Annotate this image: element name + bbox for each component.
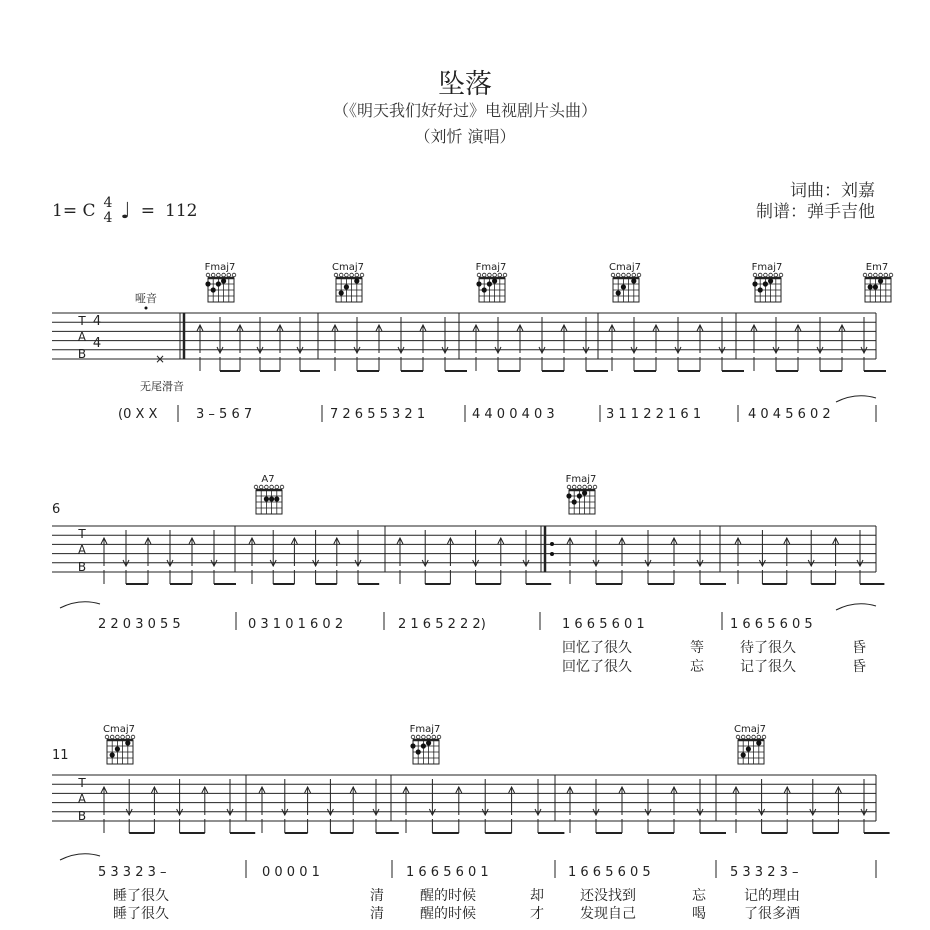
open-string-marker (611, 273, 615, 277)
open-string-marker (339, 273, 343, 277)
lyric-line-1: 醒的时候 (420, 888, 476, 904)
open-string-marker (736, 735, 740, 739)
chord-finger-dot (616, 290, 621, 295)
chord-name: Cmaj7 (332, 262, 364, 273)
chord-name: Cmaj7 (609, 262, 641, 273)
quarter-note-icon: ♩ (120, 198, 131, 224)
open-string-marker (567, 485, 571, 489)
open-string-marker (769, 273, 773, 277)
jianpu-notation: 4 0 4 5 6 0 2 (748, 407, 831, 422)
jianpu-notation: 7 2 6 5 5 3 2 1 (330, 407, 426, 422)
open-string-marker (774, 273, 778, 277)
open-string-marker (583, 485, 587, 489)
open-string-marker (280, 485, 284, 489)
lyric-line-2: 忘 (690, 659, 704, 675)
chord-name: Em7 (865, 262, 889, 273)
lyric-line-1: 却 (530, 888, 544, 904)
lyric-line-2: 才 (530, 906, 544, 922)
open-string-marker (632, 273, 636, 277)
open-string-marker (334, 273, 338, 277)
open-string-marker (498, 273, 502, 277)
lyric-line-1: 忘 (692, 888, 706, 904)
open-string-marker (360, 273, 364, 277)
open-string-marker (345, 273, 349, 277)
chord-finger-dot (768, 278, 773, 283)
jianpu-notation: 5 3 3 2 3 – (98, 865, 167, 880)
lyric-line-1: 待了很久 (740, 640, 796, 656)
chord-name: A7 (261, 474, 275, 485)
lyric-line-1: 清 (370, 888, 384, 904)
jianpu-notation: 1 6 6 5 6 0 5 (568, 865, 651, 880)
open-string-marker (211, 273, 215, 277)
chord-finger-dot (211, 287, 216, 292)
chord-finger-dot (873, 284, 878, 289)
jianpu-notation: 1 6 6 5 6 0 1 (406, 865, 489, 880)
open-string-marker (863, 273, 867, 277)
lyric-line-2: 清 (370, 906, 384, 922)
open-string-marker (126, 735, 130, 739)
open-string-marker (217, 273, 221, 277)
chord-name: Fmaj7 (204, 262, 236, 273)
jianpu-notation: 3 – 5 6 7 (196, 407, 253, 422)
open-string-marker (622, 273, 626, 277)
chord-finger-dot (878, 278, 883, 283)
chord-finger-dot (216, 281, 221, 286)
system-number: 11 (52, 748, 69, 763)
open-string-marker (477, 273, 481, 277)
open-string-marker (874, 273, 878, 277)
chord-finger-dot (426, 740, 431, 745)
lyric-line-1: 记的理由 (744, 888, 800, 904)
chord-name: Cmaj7 (734, 724, 766, 735)
song-subtitle: （《明天我们好好过》电视剧片头曲） (332, 101, 597, 120)
open-string-marker (588, 485, 592, 489)
tab-clef-b: B (77, 347, 87, 361)
jianpu-notation: 5 3 3 2 3 – (730, 865, 799, 880)
chord-finger-dot (410, 743, 415, 748)
time-sig-top: 4 (92, 314, 102, 329)
open-string-marker (259, 485, 263, 489)
tab-clef-a: A (77, 792, 87, 806)
lyric-line-1: 睡了很久 (113, 888, 169, 904)
chord-finger-dot (344, 284, 349, 289)
open-string-marker (637, 273, 641, 277)
tab-clef-t: T (78, 314, 86, 328)
tempo-value: 112 (165, 201, 198, 221)
mute-dot (145, 307, 148, 310)
lyric-line-1: 昏 (852, 640, 866, 656)
open-string-marker (764, 273, 768, 277)
jianpu-notation: (0 X X (118, 407, 158, 422)
lyricist-credit: 词曲：刘嘉 (790, 181, 875, 201)
jianpu-notation: 0 0 0 0 1 (262, 865, 320, 880)
jianpu-notation: 4 4 0 0 4 0 3 (472, 407, 555, 422)
lyric-line-2: 喝 (692, 906, 706, 922)
open-string-marker (411, 735, 415, 739)
slur (60, 602, 100, 608)
open-string-marker (355, 273, 359, 277)
chord-finger-dot (476, 281, 481, 286)
lyric-line-1: 回忆了很久 (562, 640, 632, 656)
jianpu-notation: 1 6 6 5 6 0 1 (562, 617, 645, 632)
key-signature: 1= C (52, 201, 96, 221)
open-string-marker (110, 735, 114, 739)
chord-finger-dot (264, 496, 269, 501)
chord-name: Fmaj7 (565, 474, 597, 485)
open-string-marker (879, 273, 883, 277)
chord-finger-dot (868, 284, 873, 289)
open-string-marker (222, 273, 226, 277)
open-string-marker (437, 735, 441, 739)
chord-finger-dot (482, 287, 487, 292)
repeat-dot (550, 542, 554, 546)
open-string-marker (232, 273, 236, 277)
chord-finger-dot (221, 278, 226, 283)
chord-name: Fmaj7 (751, 262, 783, 273)
open-string-marker (747, 735, 751, 739)
chord-name: Fmaj7 (409, 724, 441, 735)
open-string-marker (753, 273, 757, 277)
song-title: 坠落 (438, 69, 492, 100)
lyric-line-2: 发现自己 (580, 906, 636, 922)
tab-clef-a: A (77, 330, 87, 344)
chord-finger-dot (354, 278, 359, 283)
open-string-marker (227, 273, 231, 277)
open-string-marker (593, 485, 597, 489)
jianpu-notation: 3 1 1 2 2 1 6 1 (606, 407, 702, 422)
chord-finger-dot (758, 287, 763, 292)
tab-clef-t: T (78, 527, 86, 541)
lyric-line-2: 昏 (852, 659, 866, 675)
open-string-marker (275, 485, 279, 489)
slur (836, 396, 876, 402)
muted-note: × (154, 352, 166, 366)
open-string-marker (427, 735, 431, 739)
chord-name: Cmaj7 (103, 724, 135, 735)
open-string-marker (741, 735, 745, 739)
chord-name: Fmaj7 (475, 262, 507, 273)
chord-finger-dot (487, 281, 492, 286)
open-string-marker (416, 735, 420, 739)
open-string-marker (350, 273, 354, 277)
time-sig-bottom: 4 (92, 336, 102, 351)
lyric-line-2: 回忆了很久 (562, 659, 632, 675)
open-string-marker (482, 273, 486, 277)
open-string-marker (254, 485, 258, 489)
open-string-marker (270, 485, 274, 489)
open-string-marker (493, 273, 497, 277)
open-string-marker (752, 735, 756, 739)
open-string-marker (884, 273, 888, 277)
open-string-marker (265, 485, 269, 489)
chord-finger-dot (125, 740, 130, 745)
jianpu-notation: 2 1 6 5 2 2 2) (398, 617, 486, 632)
chord-finger-dot (631, 278, 636, 283)
open-string-marker (627, 273, 631, 277)
chord-finger-dot (421, 743, 426, 748)
open-string-marker (131, 735, 135, 739)
open-string-marker (762, 735, 766, 739)
jianpu-notation: 0 3 1 0 1 6 0 2 (248, 617, 344, 632)
jianpu-notation: 2 2 0 3 0 5 5 (98, 617, 181, 632)
open-string-marker (779, 273, 783, 277)
chord-finger-dot (582, 490, 587, 495)
mute-annotation: 哑音 (135, 292, 157, 305)
tempo-marking: 1= C 4 4 ♩ = 112 (52, 195, 198, 226)
open-string-marker (206, 273, 210, 277)
chord-finger-dot (339, 290, 344, 295)
chord-finger-dot (115, 746, 120, 751)
chord-finger-dot (577, 493, 582, 498)
lyric-line-2: 醒的时候 (420, 906, 476, 922)
open-string-marker (889, 273, 893, 277)
repeat-dot (550, 552, 554, 556)
chord-finger-dot (621, 284, 626, 289)
time-signature: 4 4 (103, 195, 113, 226)
lyric-line-2: 记了很久 (740, 659, 796, 675)
chord-finger-dot (566, 493, 571, 498)
lyric-line-2: 了很多酒 (744, 906, 800, 922)
lyric-line-2: 睡了很久 (113, 906, 169, 922)
chord-finger-dot (110, 752, 115, 757)
open-string-marker (488, 273, 492, 277)
chord-finger-dot (269, 496, 274, 501)
chord-finger-dot (416, 749, 421, 754)
chord-finger-dot (763, 281, 768, 286)
slur (836, 604, 876, 610)
tab-clef-b: B (77, 809, 87, 823)
open-string-marker (105, 735, 109, 739)
lyric-line-1: 等 (690, 640, 704, 656)
open-string-marker (121, 735, 125, 739)
open-string-marker (616, 273, 620, 277)
system-number: 6 (52, 502, 61, 517)
chord-finger-dot (746, 746, 751, 751)
chord-finger-dot (492, 278, 497, 283)
chord-finger-dot (756, 740, 761, 745)
slur (60, 854, 100, 860)
arranger-credit: 制谱：弹手吉他 (756, 202, 875, 222)
open-string-marker (432, 735, 436, 739)
jianpu-notation: 1 6 6 5 6 0 5 (730, 617, 813, 632)
tab-clef-b: B (77, 560, 87, 574)
chord-finger-dot (274, 496, 279, 501)
lyric-line-1: 还没找到 (580, 888, 636, 904)
open-string-marker (578, 485, 582, 489)
open-string-marker (422, 735, 426, 739)
chord-finger-dot (752, 281, 757, 286)
chord-finger-dot (741, 752, 746, 757)
open-string-marker (757, 735, 761, 739)
tab-clef-t: T (78, 776, 86, 790)
tab-clef-a: A (77, 543, 87, 557)
chord-finger-dot (572, 499, 577, 504)
open-string-marker (758, 273, 762, 277)
slide-annotation: 无尾滑音 (140, 380, 184, 393)
open-string-marker (116, 735, 120, 739)
song-performer: （刘忻 演唱） (414, 127, 516, 146)
open-string-marker (868, 273, 872, 277)
open-string-marker (572, 485, 576, 489)
open-string-marker (503, 273, 507, 277)
chord-finger-dot (205, 281, 210, 286)
